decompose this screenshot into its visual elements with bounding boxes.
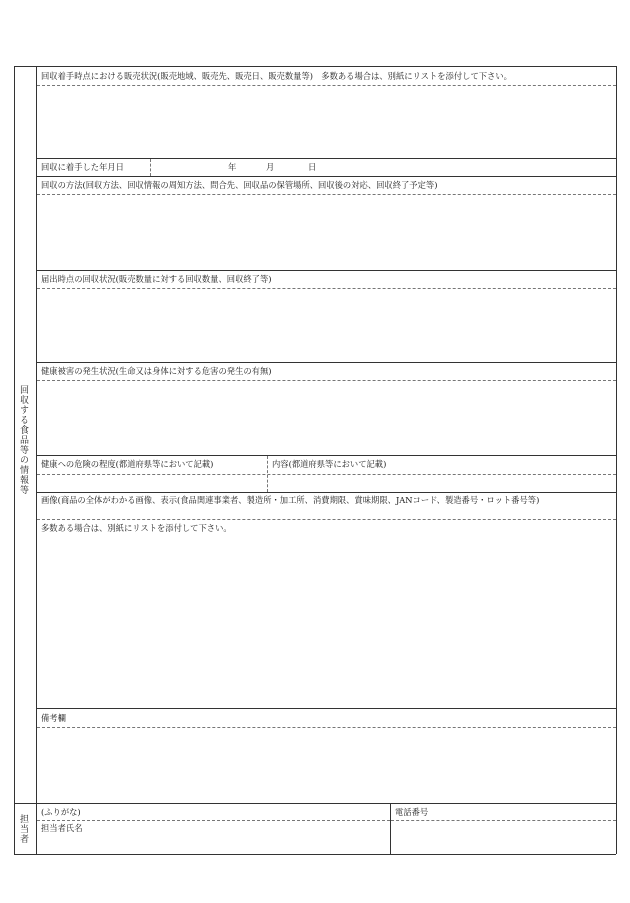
phone-field[interactable] [391,821,616,854]
method-field[interactable] [37,195,616,270]
year-label: 年 [228,162,237,172]
frame-top [14,66,616,67]
month-label: 月 [266,162,275,172]
image-field[interactable] [37,536,616,708]
health-damage-label: 健康被害の発生状況(生命又は身体に対する危害の発生の有無) [41,366,272,376]
frame-right [616,66,617,854]
section-divider [14,803,616,804]
image-label: 画像(商品の全体がわかる画像、表示(食品関連事業者、製造所・加工所、消費期限、賞味期限、JANコード、製造番号・ロット番号等) [41,495,540,505]
start-date-field[interactable] [151,159,616,176]
row-divider [36,270,616,271]
row-divider [36,708,616,709]
row-divider [36,492,616,493]
method-label: 回収の方法(回収方法、回収情報の周知方法、問合先、回収品の保管場所、回収後の対応、回収終了予定等) [41,180,438,190]
furigana-label: (ふりがな) [41,807,81,817]
person-name-field[interactable] [37,807,390,854]
section-label: 回収する食品等の情報等 [18,385,28,495]
danger-level-field[interactable] [37,475,267,492]
frame-left [14,66,15,854]
row-divider [36,362,616,363]
danger-content-label: 内容(都道府県等において記載) [272,459,387,469]
report-status-label: 届出時点の回収状況(販売数量に対する回収数量、回収終了等) [41,274,272,284]
health-damage-field[interactable] [37,381,616,455]
remarks-field[interactable] [37,728,616,803]
dashed-divider [37,519,616,520]
start-date-label: 回収に着手した年月日 [41,162,124,172]
phone-label: 電話番号 [395,807,429,817]
person-name-label: 担当者氏名 [41,823,83,833]
day-label: 日 [308,162,317,172]
danger-content-field[interactable] [268,475,616,492]
row-divider [36,176,616,177]
person-label: 担当者 [18,814,28,844]
row-divider [36,455,616,456]
report-status-field[interactable] [37,289,616,362]
image-note: 多数ある場合は、別紙にリストを添付して下さい。 [41,523,232,533]
frame-bottom [14,854,616,855]
sales-status-label: 回収着手時点における販売状況(販売地域、販売先、販売日、販売数量等) 多数ある場合は、別紙にリストを添付して下さい。 [41,71,512,81]
remarks-label: 備考欄 [41,713,66,723]
sales-status-field[interactable] [37,86,616,158]
danger-level-label: 健康への危険の程度(都道府県等において記載) [41,459,214,469]
